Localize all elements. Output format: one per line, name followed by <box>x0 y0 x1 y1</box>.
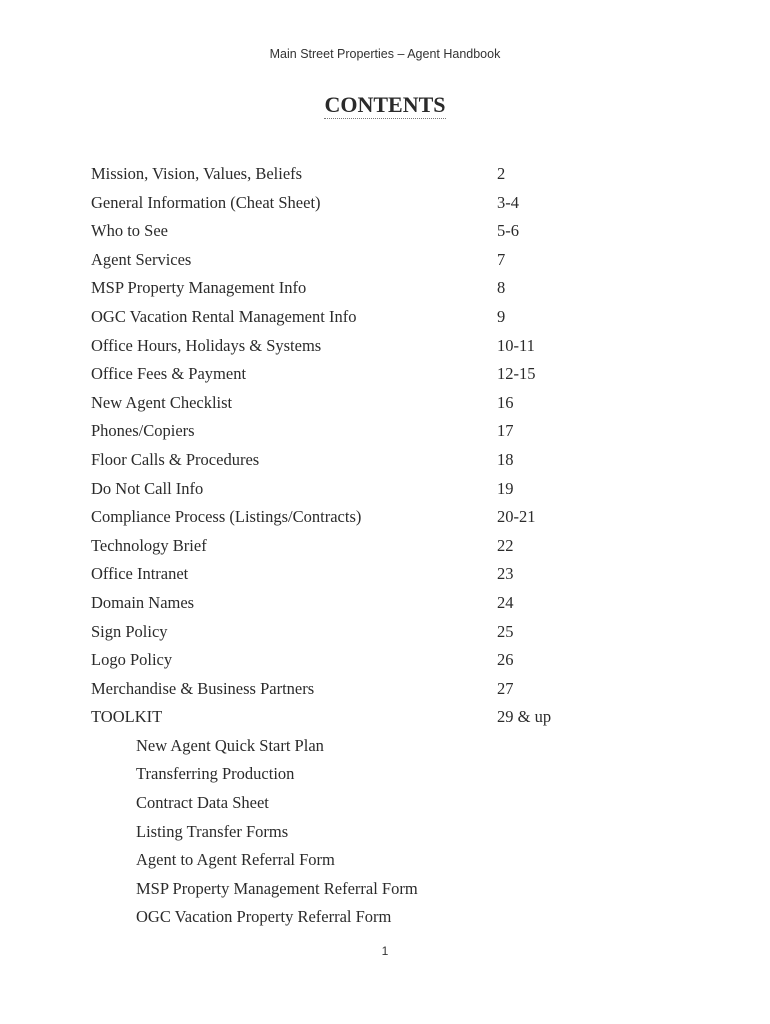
toolkit-item <box>0 846 770 875</box>
toc-entry <box>0 618 770 647</box>
toc-entry-label: New Agent Checklist <box>91 392 233 412</box>
toc-entry-page: 23 <box>497 564 514 584</box>
toc-entry <box>0 189 770 218</box>
toc-entry-page: 7 <box>497 249 506 269</box>
toc-entry-page: 25 <box>497 621 514 641</box>
toolkit-item <box>0 732 770 761</box>
toc-entry <box>0 446 770 475</box>
toc-entry-page: 19 <box>497 478 514 498</box>
toolkit-item-label: Contract Data Sheet <box>136 793 269 813</box>
toc-entry <box>0 360 770 389</box>
toolkit-item-label: Listing Transfer Forms <box>136 821 289 841</box>
toc-entry <box>0 417 770 446</box>
toc-entry <box>0 160 770 189</box>
toolkit-item-label: New Agent Quick Start Plan <box>136 735 324 755</box>
toc-entry-label: OGC Vacation Rental Management Info <box>91 306 357 326</box>
toc-entry-label: General Information (Cheat Sheet) <box>91 192 321 212</box>
toc-entry-label: TOOLKIT <box>91 707 163 727</box>
toc-entry <box>0 475 770 504</box>
toc-entry-label: Compliance Process (Listings/Contracts) <box>91 507 362 527</box>
toc-entry-label: Phones/Copiers <box>91 421 195 441</box>
toc-entry-page: 18 <box>497 449 514 469</box>
toc-entry-toolkit <box>0 703 770 732</box>
toc-entry <box>0 246 770 275</box>
toc-entry-page: 22 <box>497 535 514 555</box>
toc-entry-label: Office Intranet <box>91 564 189 584</box>
toc-entry-page: 10-11 <box>497 335 535 355</box>
toc-entry <box>0 332 770 361</box>
toc-entry-page: 29 & up <box>497 707 552 727</box>
toc-entry-page: 2 <box>497 164 506 183</box>
toc-entry <box>0 217 770 246</box>
toc-entry <box>0 560 770 589</box>
toc-entry-page: 24 <box>497 592 514 612</box>
toc-entry <box>0 589 770 618</box>
toolkit-item-label: Transferring Production <box>136 764 295 784</box>
page-title <box>0 92 770 118</box>
toc-entry <box>0 646 770 675</box>
toc-entry-label: Do Not Call Info <box>91 478 204 498</box>
toc-entry-label: MSP Property Management Info <box>91 278 307 298</box>
table-of-contents <box>0 160 770 932</box>
toc-entry-label: Who to See <box>91 221 168 241</box>
page-header: Main Street Properties – Agent Handbook <box>269 47 501 61</box>
toolkit-item-label: MSP Property Management Referral Form <box>136 878 418 898</box>
toc-entry <box>0 274 770 303</box>
toc-entry-label: Office Hours, Holidays & Systems <box>91 335 322 355</box>
toc-entry <box>0 389 770 418</box>
toc-entry <box>0 503 770 532</box>
toc-entry-page: 8 <box>497 278 506 298</box>
toc-entry-label: Agent Services <box>91 249 192 269</box>
page-number: 1 <box>381 944 389 958</box>
toc-entry-page: 26 <box>497 650 514 670</box>
toc-entry <box>0 675 770 704</box>
toc-entries <box>0 160 770 732</box>
toc-entry-label: Domain Names <box>91 592 195 612</box>
toc-entry-label: Sign Policy <box>91 621 168 641</box>
toc-entry-label: Merchandise & Business Partners <box>91 678 315 698</box>
toc-entry <box>0 303 770 332</box>
page-title-text: CONTENTS <box>324 92 446 117</box>
toolkit-item <box>0 875 770 904</box>
toc-entry-label: Logo Policy <box>91 650 173 670</box>
toc-entry-label: Mission, Vision, Values, Beliefs <box>91 164 303 183</box>
toc-entry-label: Technology Brief <box>91 535 207 555</box>
toc-entry-page: 5-6 <box>497 221 519 241</box>
toc-entry-page: 27 <box>497 678 514 698</box>
toc-entry-page: 12-15 <box>497 364 536 384</box>
toolkit-item <box>0 789 770 818</box>
toolkit-sublist <box>0 732 770 932</box>
toc-entry-page: 3-4 <box>497 192 519 212</box>
toolkit-item <box>0 903 770 932</box>
toolkit-item <box>0 760 770 789</box>
toolkit-item-label: Agent to Agent Referral Form <box>136 850 335 870</box>
toc-entry-label: Office Fees & Payment <box>91 364 247 384</box>
toolkit-item-label: OGC Vacation Property Referral Form <box>136 907 392 927</box>
toc-entry <box>0 532 770 561</box>
toc-entry-label: Floor Calls & Procedures <box>91 449 260 469</box>
toc-entry-page: 16 <box>497 392 514 412</box>
toc-entry-page: 17 <box>497 421 514 441</box>
toolkit-item <box>0 818 770 847</box>
toc-entry-page: 20-21 <box>497 507 536 527</box>
toc-entry-page: 9 <box>497 306 506 326</box>
